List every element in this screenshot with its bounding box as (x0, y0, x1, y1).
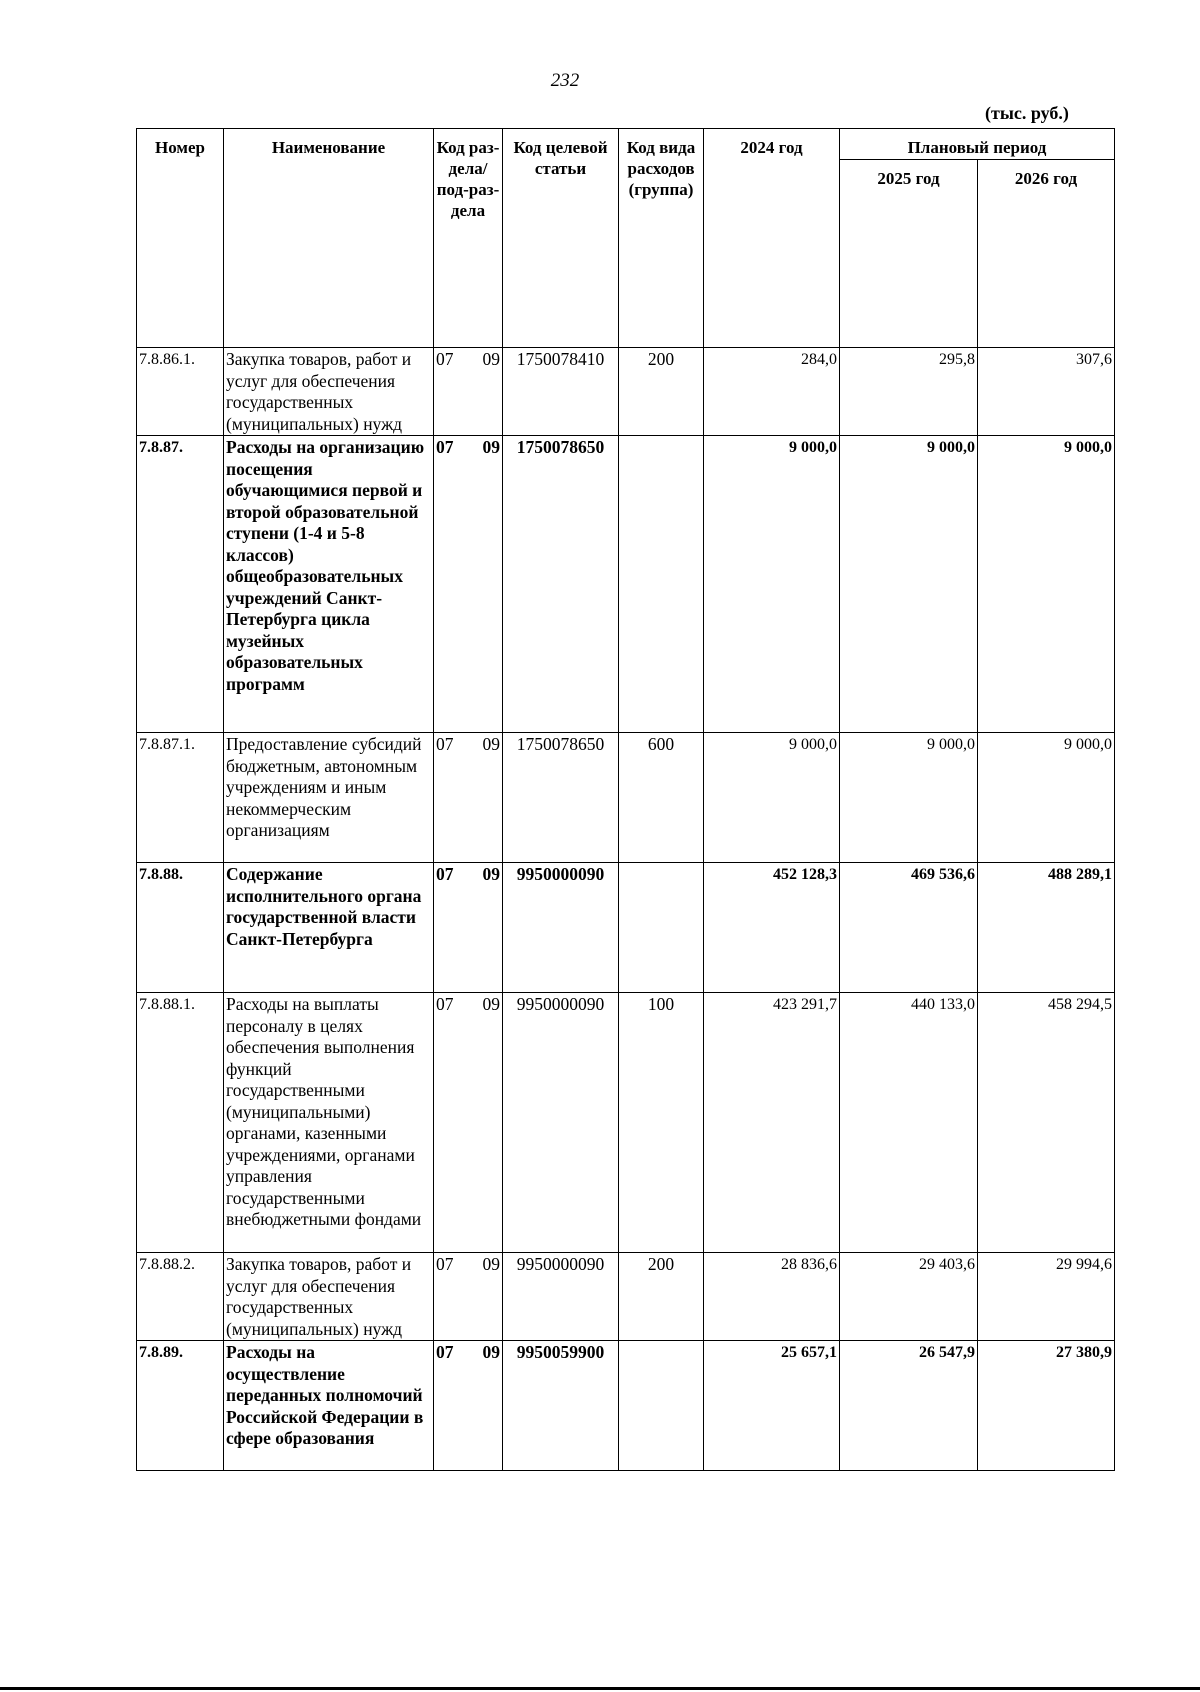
header-2025: 2025 год (840, 160, 978, 348)
header-target: Код целевой статьи (503, 129, 619, 348)
row-name: Содержание исполнительного органа государственной власти Санкт-Петербурга (224, 863, 434, 993)
row-amount-2024: 284,0 (704, 348, 840, 436)
row-amount-2025: 9 000,0 (840, 733, 978, 863)
row-amount-2025: 469 536,6 (840, 863, 978, 993)
units-label: (тыс. руб.) (985, 103, 1069, 123)
subsection-code: 09 (482, 864, 500, 884)
row-section (434, 863, 503, 993)
row-expense-group: 600 (619, 733, 704, 863)
row-amount-2025: 29 403,6 (840, 1253, 978, 1341)
row-amount-2024: 9 000,0 (704, 733, 840, 863)
row-amount-2026: 488 289,1 (978, 863, 1115, 993)
row-number: 7.8.87. (137, 436, 224, 733)
row-target-code: 9950000090 (503, 993, 619, 1253)
row-amount-2024: 452 128,3 (704, 863, 840, 993)
header-2026: 2026 год (978, 160, 1115, 348)
row-amount-2025: 9 000,0 (840, 436, 978, 733)
row-number: 7.8.88.2. (137, 1253, 224, 1341)
row-amount-2026: 307,6 (978, 348, 1115, 436)
table-row (137, 1253, 1115, 1341)
row-target-code: 9950059900 (503, 1341, 619, 1471)
subsection-code: 09 (482, 349, 500, 369)
row-amount-2026: 9 000,0 (978, 733, 1115, 863)
row-amount-2024: 25 657,1 (704, 1341, 840, 1471)
header-row (137, 129, 1115, 160)
row-target-code: 1750078410 (503, 348, 619, 436)
section-code: 07 (436, 1342, 454, 1362)
row-amount-2026: 27 380,9 (978, 1341, 1115, 1471)
header-planned-period: Плановый период (840, 129, 1115, 160)
header-2024: 2024 год (704, 129, 840, 348)
section-code: 07 (436, 349, 454, 369)
row-expense-group (619, 863, 704, 993)
row-amount-2025: 295,8 (840, 348, 978, 436)
row-expense-group: 200 (619, 1253, 704, 1341)
row-section (434, 1341, 503, 1471)
row-amount-2026: 29 994,6 (978, 1253, 1115, 1341)
row-amount-2024: 28 836,6 (704, 1253, 840, 1341)
table-row (137, 1341, 1115, 1471)
section-code: 07 (436, 1254, 454, 1274)
section-code: 07 (436, 864, 454, 884)
row-target-code: 9950000090 (503, 1253, 619, 1341)
row-expense-group (619, 1341, 704, 1471)
row-name: Предоставление субсидий бюджетным, автономным учреждениям и иным некоммерческим организациям (224, 733, 434, 863)
row-amount-2026: 9 000,0 (978, 436, 1115, 733)
row-section (434, 1253, 503, 1341)
subsection-code: 09 (482, 1254, 500, 1274)
section-code: 07 (436, 734, 454, 754)
table-row (137, 436, 1115, 733)
row-name: Расходы на организацию посещения обучающимися первой и второй образовательной ступени (1-4 и 5-8 классов) общеобразовательных учреждений Санкт-Петербурга цикла музейных образовательных программ (224, 436, 434, 733)
header-number: Номер (137, 129, 224, 348)
subsection-code: 09 (482, 734, 500, 754)
row-number: 7.8.86.1. (137, 348, 224, 436)
row-target-code: 1750078650 (503, 733, 619, 863)
row-section (434, 436, 503, 733)
subsection-code: 09 (482, 994, 500, 1014)
header-section: Код раз-дела/ под-раз-дела (434, 129, 503, 348)
row-expense-group (619, 436, 704, 733)
row-number: 7.8.89. (137, 1341, 224, 1471)
row-number: 7.8.87.1. (137, 733, 224, 863)
row-name: Закупка товаров, работ и услуг для обеспечения государственных (муниципальных) нужд (224, 348, 434, 436)
section-code: 07 (436, 994, 454, 1014)
header-name: Наименование (224, 129, 434, 348)
row-target-code: 1750078650 (503, 436, 619, 733)
row-section (434, 993, 503, 1253)
row-amount-2024: 423 291,7 (704, 993, 840, 1253)
row-expense-group: 100 (619, 993, 704, 1253)
table-row (137, 348, 1115, 436)
row-name: Закупка товаров, работ и услуг для обеспечения государственных (муниципальных) нужд (224, 1253, 434, 1341)
row-number: 7.8.88.1. (137, 993, 224, 1253)
subsection-code: 09 (482, 437, 500, 457)
subsection-code: 09 (482, 1342, 500, 1362)
row-number: 7.8.88. (137, 863, 224, 993)
page-bottom-border (0, 1687, 1200, 1690)
row-amount-2026: 458 294,5 (978, 993, 1115, 1253)
table-row (137, 863, 1115, 993)
row-amount-2025: 26 547,9 (840, 1341, 978, 1471)
row-expense-group: 200 (619, 348, 704, 436)
row-target-code: 9950000090 (503, 863, 619, 993)
row-amount-2025: 440 133,0 (840, 993, 978, 1253)
budget-table (136, 128, 1115, 1471)
header-expense-type: Код вида расходов (группа) (619, 129, 704, 348)
row-amount-2024: 9 000,0 (704, 436, 840, 733)
row-section (434, 348, 503, 436)
section-code: 07 (436, 437, 454, 457)
row-name: Расходы на выплаты персоналу в целях обеспечения выполнения функций государственными (муниципальными) органами, казенными учреждениями, органами управления государственными внебюджетными фондами (224, 993, 434, 1253)
row-name: Расходы на осуществление переданных полномочий Российской Федерации в сфере образования (224, 1341, 434, 1471)
table-row (137, 993, 1115, 1253)
table-row (137, 733, 1115, 863)
row-section (434, 733, 503, 863)
page-number: 232 (550, 70, 580, 91)
